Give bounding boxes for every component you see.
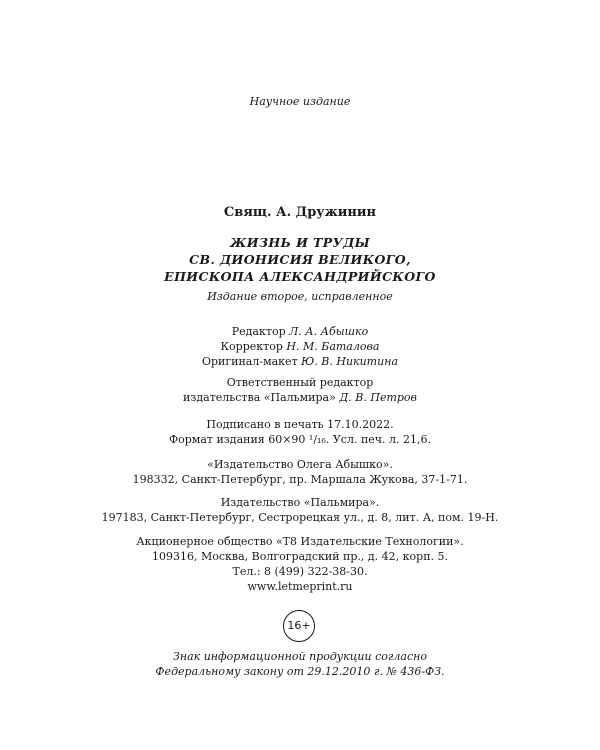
credit-name: Ю. В. Никитина bbox=[301, 355, 399, 368]
printer-name: Акционерное общество «Т8 Издательские Технологии». bbox=[136, 535, 464, 548]
print-format: Формат издания 60×90 ¹/₁₆. Усл. печ. л. 21,6. bbox=[168, 433, 432, 446]
print-signed: Подписано в печать 17.10.2022. bbox=[206, 418, 394, 431]
credit-role: Оригинал-макет bbox=[201, 355, 298, 368]
responsible-editor-org: издательства «Пальмира» bbox=[183, 391, 336, 404]
publisher1-name: «Издательство Олега Абышко». bbox=[207, 458, 393, 471]
publisher2-name: Издательство «Пальмира». bbox=[220, 496, 380, 509]
credit-role: Корректор bbox=[220, 340, 283, 353]
author-name: Свящ. А. Дружинин bbox=[223, 205, 377, 220]
responsible-editor bbox=[0, 391, 600, 404]
printer-phone: Тел.: 8 (499) 322-38-30. bbox=[232, 565, 368, 578]
edition-note: Издание второе, исправленное bbox=[207, 290, 393, 303]
title-line-3: ЕПИСКОПА АЛЕКСАНДРИЙСКОГО bbox=[164, 269, 436, 284]
age-rating-badge: 16+ bbox=[283, 610, 315, 642]
responsible-editor-label: Ответственный редактор bbox=[226, 376, 374, 389]
age-note-line-2: Федеральному закону от 29.12.2010 г. № 436-ФЗ. bbox=[155, 665, 445, 678]
credit-name: Л. А. Абышко bbox=[289, 325, 369, 338]
responsible-editor-name: Д. В. Петров bbox=[339, 391, 417, 404]
credit-layout bbox=[0, 355, 600, 368]
credit-corrector bbox=[0, 340, 600, 353]
printer-address: 109316, Москва, Волгоградский пр., д. 42, корп. 5. bbox=[151, 550, 449, 563]
printer-website: www.letmeprint.ru bbox=[247, 580, 353, 593]
publisher2-address: 197183, Санкт-Петербург, Сестрорецкая ул., д. 8, лит. А, пом. 19-Н. bbox=[101, 511, 499, 524]
credit-role: Редактор bbox=[231, 325, 286, 338]
credit-name: Н. М. Баталова bbox=[286, 340, 380, 353]
title-line-2: СВ. ДИОНИСИЯ ВЕЛИКОГО, bbox=[189, 252, 411, 267]
age-note-line-1: Знак информационной продукции согласно bbox=[172, 650, 428, 663]
edition-type: Научное издание bbox=[249, 95, 351, 108]
credit-editor bbox=[0, 325, 600, 338]
publisher1-address: 198332, Санкт-Петербург, пр. Маршала Жукова, 37-1-71. bbox=[132, 473, 468, 486]
title-line-1: ЖИЗНЬ И ТРУДЫ bbox=[229, 235, 371, 250]
